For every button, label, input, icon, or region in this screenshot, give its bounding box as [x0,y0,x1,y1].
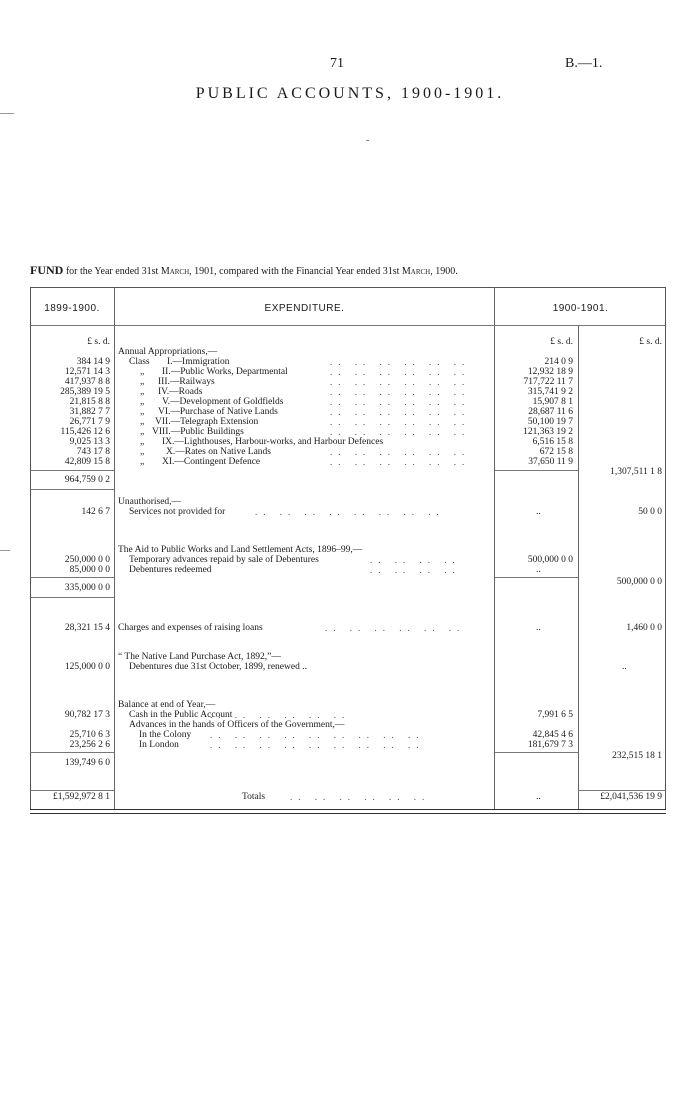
leader-dots: .. .. .. .. .. .. .. .. [370,555,461,575]
row-label: III.—Railways [158,377,215,387]
aid-row-label: Temporary advances repaid by sale of Debentures [129,555,319,565]
subtotal-rule [495,577,578,578]
leader-dots: .. .. .. .. .. .. .. .. .. .. .. .. .. .. .. .. .. .. .. .. .. .. .. .. .. .. .. .. .. .. .. .. .. .. .. .. .. .. .. .. .. .. .. .. .. .. .. .. .. .. .. .. .. .. .. .. .. .. .. .. [330,357,471,467]
totals-curr-mid: .. [536,792,541,802]
fund-month-2: March [401,266,431,277]
row-label: VIII.—Public Buildings [152,427,244,437]
row-label: VII.—Telegraph Extension [155,417,259,427]
prev-value: 417,937 8 8 [64,377,110,387]
fund-month-1: March [160,266,190,277]
totals-label: Totals [242,792,266,802]
aid-row-prev: 250,000 0 0 [64,555,110,565]
subtotal-rule [30,577,114,578]
row-label: II.—Public Works, Departmental [162,367,288,377]
balance-row-label: In London [139,740,179,750]
curr-value: 28,687 11 6 [528,407,573,417]
row-label: IX.—Lighthouses, Harbour-works, and Harbour Defences [162,437,384,447]
row-label: IV.—Roads [158,387,203,397]
row-label: V.—Development of Goldfields [162,397,284,407]
prev-value: 115,426 12 6 [60,427,110,437]
aid-row-curr: .. [536,565,541,575]
curr-value: 37,650 11 9 [528,457,573,467]
section-rule [30,489,114,490]
totals-prev: £1,592,972 8 1 [53,792,110,802]
aid-row-curr: 500,000 0 0 [527,555,573,565]
row-label: VI.—Purchase of Native Lands [158,407,278,417]
balance-prev-total: 139,749 6 0 [64,758,110,768]
balance-row-prev: 23,256 2 6 [69,740,110,750]
unauthorised-curr-total: 50 0 0 [638,507,662,517]
leader-dots: .. .. .. .. .. .. .. .. [255,507,445,517]
row-prefix: „ [140,397,145,407]
aid-curr-total: 500,000 0 0 [616,577,662,587]
curr-value: 717,722 11 7 [523,377,573,387]
fund-heading [30,263,458,278]
row-prefix: Class [129,357,150,367]
fund-word: FUND [30,263,64,277]
prev-value: 9,025 13 3 [69,437,110,447]
balance-curr-total: 232,515 18 1 [612,751,662,761]
balance-heading: Balance at end of Year,— [118,700,216,710]
row-prefix: „ [140,417,145,427]
charges-curr-mid: .. [536,623,541,633]
balance-row-prev: 90,782 17 3 [64,710,110,720]
fund-text-c: , 1900. [430,266,458,277]
row-rule [578,790,666,791]
balance-row-curr: 42,845 4 6 [532,730,573,740]
column-header-1899: 1899-1900. [44,303,100,314]
row-label: X.—Rates on Native Lands [166,447,272,457]
balance-row-curr: 181,679 7 3 [527,740,573,750]
row-label: XI.—Contingent Defence [162,457,261,467]
unauthorised-curr-mid: .. [536,507,541,517]
leader-dots: .. .. .. .. .. .. [290,792,431,802]
prev-value: 21,815 8 8 [69,397,110,407]
subtotal-rule [30,752,114,753]
margin-mark [0,113,14,114]
aid-prev-total: 335,000 0 0 [64,583,110,593]
fund-text-b: , 1901, compared with the Financial Year ended 31st [189,266,400,277]
page-number: 71 [330,56,344,71]
row-rule [30,790,114,791]
double-rule [30,809,666,814]
curr-value: 315,741 9 2 [527,387,573,397]
subtotal-rule [30,470,114,471]
aid-row-label: Debentures redeemed [129,565,212,575]
aid-heading: The Aid to Public Works and Land Settlement Acts, 1896–99,— [118,545,363,555]
annual-heading: Annual Appropriations,— [118,347,218,357]
row-prefix: „ [140,447,145,457]
page-code: B.—1. [565,56,603,71]
native-label: Debentures due 31st October, 1899, renewed .. [129,662,307,672]
row-prefix: „ [140,377,145,387]
curr-value: 121,363 19 2 [523,427,573,437]
column-rule [114,287,115,810]
balance-advances-heading: Advances in the hands of Officers of the Government,— [129,720,345,730]
curr-value: 50,100 19 7 [527,417,573,427]
column-rule [578,326,579,810]
prev-value: 285,389 19 5 [60,387,110,397]
header-rule [30,325,666,326]
prev-value: 384 14 9 [76,357,110,367]
aid-row-prev: 85,000 0 0 [69,565,110,575]
prev-value: 26,771 7 9 [69,417,110,427]
column-header-1900: 1900-1901. [552,303,609,314]
native-heading: “ The Native Land Purchase Act, 1892,”— [118,652,281,662]
subtotal-rule [495,470,578,471]
prev-value: 42,809 15 8 [64,457,110,467]
fund-text-a: for the Year ended 31st [65,266,159,277]
balance-row-prev: 25,710 6 3 [69,730,110,740]
charges-prev: 28,321 15 4 [64,623,110,633]
row-prefix: „ [140,387,145,397]
balance-row-curr: 7,991 6 5 [537,710,573,720]
charges-label: Charges and expenses of raising loans [118,623,263,633]
curr-value: 15,907 8 1 [532,397,573,407]
row-prefix: „ [140,437,145,447]
annual-curr-total: 1,307,511 1 8 [610,467,662,477]
row-prefix: „ [140,457,145,467]
leader-dots: .. .. .. .. .. .. [325,623,466,633]
page-title: PUBLIC ACCOUNTS, 1900-1901. [195,85,505,102]
unauthorised-heading: Unauthorised,— [118,497,182,507]
stray-mark [366,140,369,141]
native-curr-total: .. [622,662,627,672]
currency-header: £ s. d. [87,337,110,347]
section-rule [30,597,114,598]
annual-prev-total: 964,759 0 2 [64,475,110,485]
native-prev: 125,000 0 0 [64,662,110,672]
row-prefix: „ [140,427,145,437]
curr-value: 12,932 18 9 [527,367,573,377]
currency-header: £ s. d. [639,337,662,347]
charges-curr-total: 1,460 0 0 [626,623,662,633]
subtotal-rule [495,752,578,753]
unauthorised-prev: 142 6 7 [81,507,110,517]
column-header-expenditure: EXPENDITURE. [264,303,345,314]
curr-value: 6,516 15 8 [532,437,573,447]
leader-dots: .. .. .. .. .. .. .. .. .. .. .. .. .. .. .. .. .. .. .. .. .. .. .. .. [210,710,425,750]
row-prefix: „ [140,367,145,377]
curr-value: 672 15 8 [539,447,573,457]
prev-value: 12,571 14 3 [64,367,110,377]
totals-curr: £2,041,536 19 9 [600,792,662,802]
prev-value: 743 17 8 [76,447,110,457]
balance-cash-label: Cash in the Public Account [129,710,233,720]
row-prefix: „ [140,407,145,417]
currency-header: £ s. d. [550,337,573,347]
margin-mark [0,550,10,551]
unauthorised-label: Services not provided for [129,507,226,517]
row-label: I.—Immigration [167,357,230,367]
balance-row-label: In the Colony [139,730,192,740]
prev-value: 31,882 7 7 [69,407,110,417]
curr-value: 214 0 9 [544,357,573,367]
